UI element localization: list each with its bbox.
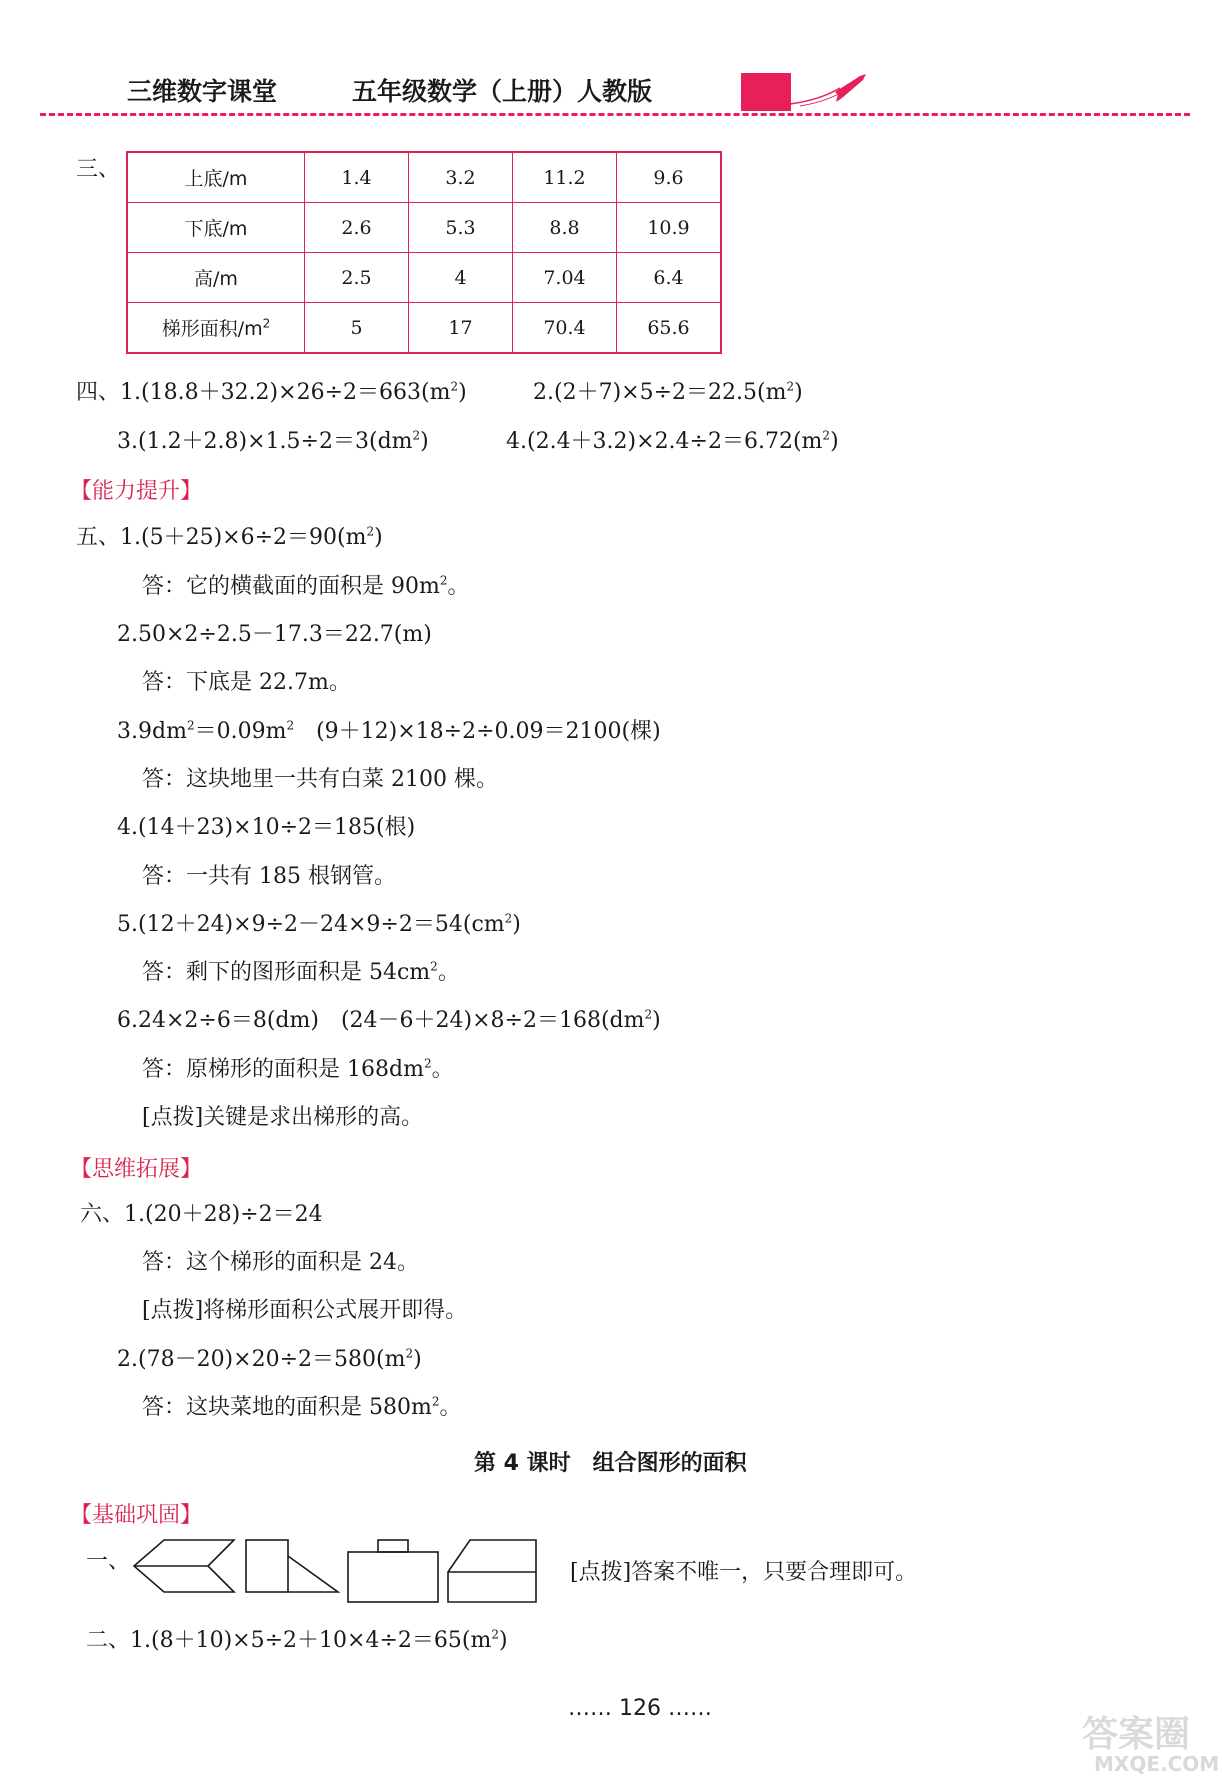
section-6-q2: [117, 1345, 422, 1375]
header-left-title: 三维数字课堂: [127, 77, 278, 106]
superscript: 2: [186, 718, 195, 733]
section-5-q5: [117, 910, 521, 940]
question-tail: (9＋12)×18÷2÷0.09＝2100(棵): [294, 719, 661, 744]
table-cell: 70.4: [513, 303, 617, 354]
section-5-a3: 答：这块地里一共有白菜 2100 棵。: [142, 767, 498, 792]
watermark-url: MXQE.COM: [1094, 1752, 1220, 1776]
lesson-title: 第 4 课时 组合图形的面积: [474, 1451, 747, 1476]
table-row: [127, 303, 721, 354]
watermark-logo-text: 答案圈: [1082, 1714, 1191, 1755]
table-cell: 7.04: [513, 253, 617, 303]
section-5-q3: [117, 717, 661, 747]
question-text: 2.(78－20)×20÷2＝580(m: [117, 1347, 406, 1372]
table-cell: 5.3: [409, 203, 513, 253]
question-text: 1.(8＋10)×5÷2＋10×4÷2＝65(m: [130, 1628, 492, 1653]
header-divider: [40, 113, 1190, 116]
row-header: [127, 303, 305, 354]
table-cell: 2.6: [305, 203, 409, 253]
table-cell: 65.6: [617, 303, 722, 354]
question-text: 6.24×2÷6＝8(dm) (24－6＋24)×8÷2＝168(dm: [117, 1008, 645, 1033]
section-4-item-2: [533, 378, 803, 408]
answer-1: 1.(18.8＋32.2)×26÷2＝663(m: [120, 380, 451, 405]
answer-2-tail: ): [794, 380, 803, 405]
table-cell: 11.2: [513, 152, 617, 203]
superscript: 2: [644, 1007, 653, 1022]
trapezoid-table: [126, 151, 722, 354]
lesson-section-2-label: 二、: [86, 1628, 131, 1653]
thinking-section-tag: 【思维拓展】: [70, 1157, 203, 1182]
answer-2: 2.(2＋7)×5÷2＝22.5(m: [533, 380, 787, 405]
rocket-icon: [780, 70, 870, 110]
table-cell: 8.8: [513, 203, 617, 253]
superscript: 2: [504, 911, 513, 926]
section-6-q1: [80, 1200, 323, 1230]
answer-text: 答：原梯形的面积是 168dm: [142, 1057, 424, 1082]
superscript: 2: [450, 379, 459, 394]
row-header: 上底/m: [127, 152, 305, 203]
table-cell: 9.6: [617, 152, 722, 203]
section-6-tip: [点拨]将梯形面积公式展开即得。: [142, 1298, 468, 1323]
question-tail: ): [374, 525, 383, 550]
dots-left: ……: [568, 1696, 612, 1721]
question-tail: ): [413, 1347, 422, 1372]
section-5-a4: 答：一共有 185 根钢管。: [142, 864, 396, 889]
section-5-label: 五、: [76, 525, 121, 550]
table-row: [127, 203, 721, 253]
table-row: [127, 253, 721, 303]
chevron-shape: [134, 1540, 234, 1592]
answer-text: 答：它的横截面的面积是 90m: [142, 574, 440, 599]
answer-tail: 。: [437, 960, 460, 985]
composite-shapes-figure: [126, 1530, 546, 1605]
answer-1-tail: ): [458, 380, 467, 405]
superscript: 2: [430, 959, 438, 974]
row-header: 下底/m: [127, 203, 305, 253]
question-tail: ): [498, 1628, 508, 1653]
lesson-section-1-label: 一、: [86, 1549, 131, 1574]
superscript: 2: [423, 1056, 432, 1071]
superscript: 2: [366, 524, 375, 539]
answer-text: 答：剩下的图形面积是 54cm: [142, 960, 431, 985]
answer-3: 3.(1.2＋2.8)×1.5÷2＝3(dm: [117, 429, 413, 454]
page-number: 126: [619, 1696, 661, 1721]
section-5-a6: [142, 1055, 454, 1085]
section-4-label: 四、: [76, 380, 121, 405]
table-cell: 5: [305, 303, 409, 354]
question-tail: ): [652, 1008, 661, 1033]
section-5-q6: [117, 1006, 661, 1036]
section-5-a5: [142, 958, 460, 988]
superscript: 2: [822, 428, 831, 443]
superscript: 2: [431, 1394, 440, 1409]
section-4-item-3: [117, 427, 429, 457]
question-tail: ): [512, 912, 521, 937]
page-number-row: [568, 1696, 712, 1721]
section-6-label: 六、: [80, 1202, 125, 1227]
table-cell: 2.5: [305, 253, 409, 303]
row-header-text: 梯形面积/m: [161, 318, 263, 340]
superscript: 2: [439, 573, 448, 588]
question-text: 1.(5＋25)×6÷2＝90(m: [120, 525, 367, 550]
answer-tail: 。: [447, 574, 470, 599]
table-cell: 4: [409, 253, 513, 303]
superscript: 2: [491, 1627, 499, 1642]
answer-text: 答：这块菜地的面积是 580m: [142, 1395, 432, 1420]
superscript: 2: [786, 379, 795, 394]
section-4-line-1: [76, 378, 467, 408]
section-6-a2: [142, 1393, 462, 1423]
section-5-q4: 4.(14＋23)×10÷2＝185(根): [117, 815, 416, 840]
superscript: 2: [412, 428, 421, 443]
section-5-a2: 答：下底是 22.7m。: [142, 670, 351, 695]
lesson-section-1-tip: [点拨]答案不唯一，只要合理即可。: [570, 1560, 918, 1585]
question-text: 1.(20＋28)÷2＝24: [124, 1202, 323, 1227]
superscript: 2: [405, 1346, 414, 1361]
trapezoid-rectangle-shape: [448, 1540, 536, 1602]
square-triangle-shape: [246, 1540, 338, 1592]
answer-tail: 。: [439, 1395, 462, 1420]
table-cell: 3.2: [409, 152, 513, 203]
answer-3-tail: ): [420, 429, 429, 454]
answer-4-tail: ): [830, 429, 839, 454]
basics-section-tag: 【基础巩固】: [70, 1503, 203, 1528]
section-5-a1: [142, 572, 470, 602]
section-3-label: 三、: [76, 157, 121, 182]
question-mid: ＝0.09m: [194, 719, 287, 744]
section-6-a1: 答：这个梯形的面积是 24。: [142, 1250, 419, 1275]
superscript: 2: [286, 718, 295, 733]
question-text: 5.(12＋24)×9÷2－24×9÷2＝54(cm: [117, 912, 505, 937]
section-5-q1: [76, 523, 383, 553]
section-5-tip: [点拨]关键是求出梯形的高。: [142, 1105, 424, 1130]
dots-right: ……: [668, 1696, 712, 1721]
table-cell: 17: [409, 303, 513, 354]
table-cell: 10.9: [617, 203, 722, 253]
section-4-item-4: [506, 427, 839, 457]
header-book-title: 五年级数学（上册）人教版: [352, 77, 653, 106]
row-header: 高/m: [127, 253, 305, 303]
rectangle-with-tab-shape: [348, 1540, 438, 1602]
section-5-q2: 2.50×2÷2.5－17.3＝22.7(m): [117, 622, 432, 647]
answer-tail: 。: [431, 1057, 454, 1082]
table-row: [127, 152, 721, 203]
table-cell: 6.4: [617, 253, 722, 303]
answer-4: 4.(2.4＋3.2)×2.4÷2＝6.72(m: [506, 429, 823, 454]
superscript: 2: [262, 316, 271, 331]
table-cell: 1.4: [305, 152, 409, 203]
ability-section-tag: 【能力提升】: [70, 479, 203, 504]
lesson-section-2-q1: [86, 1626, 508, 1656]
question-text: 3.9dm: [117, 719, 187, 744]
